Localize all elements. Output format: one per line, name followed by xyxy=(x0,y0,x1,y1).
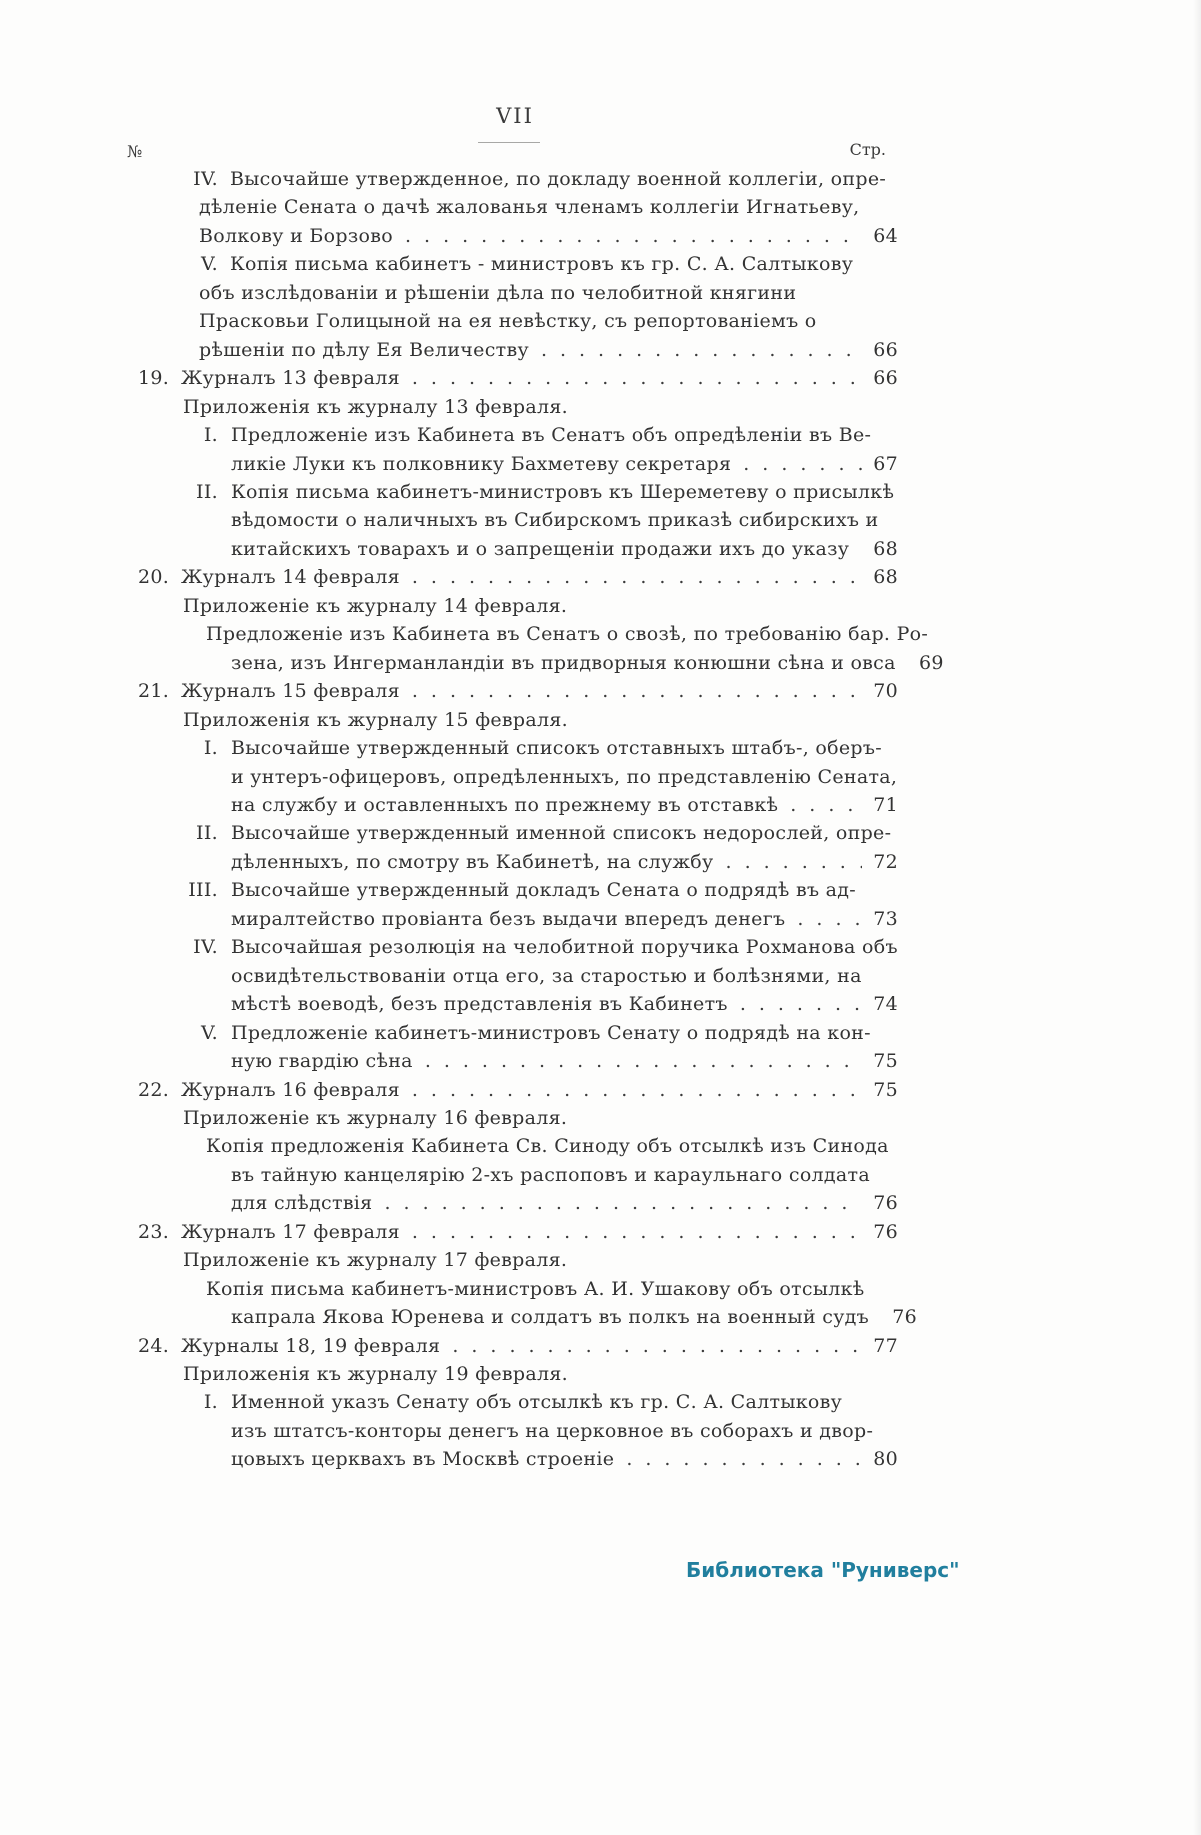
page-ref: 75 xyxy=(873,1050,898,1073)
entry-text: Журналъ 16 февраля xyxy=(181,1078,400,1101)
toc-entry-line xyxy=(0,450,898,478)
entry-marker: I. xyxy=(203,424,218,447)
toc-entry-line xyxy=(0,763,898,791)
entry-text: Журналъ 15 февраля xyxy=(181,680,400,703)
page-ref: 77 xyxy=(873,1334,898,1357)
toc-entry-line xyxy=(0,1332,898,1360)
entry-text: Высочайше утвержденный докладъ Сената о подрядѣ въ ад- xyxy=(231,879,857,902)
entry-text: Приложенія къ журналу 15 февраля. xyxy=(183,708,569,731)
toc-entry-line xyxy=(0,819,898,847)
entry-text: объ изслѣдованіи и рѣшеніи дѣла по челобитной княгини xyxy=(199,281,797,304)
toc-entry-line xyxy=(0,1303,918,1331)
entry-text: Приложеніе къ журналу 17 февраля. xyxy=(183,1249,568,1272)
entry-text: Высочайше утвержденное, по докладу военной коллегіи, опре- xyxy=(230,168,887,190)
toc-entry-line xyxy=(0,1218,898,1246)
entry-text: изъ штатсъ-конторы денегъ на церковное въ соборахъ и двор- xyxy=(231,1419,874,1442)
entry-text: мѣстѣ воеводѣ, безъ представленія въ Кабинетъ xyxy=(231,993,728,1016)
dot-leader xyxy=(412,1218,862,1246)
entry-text: Предложеніе изъ Кабинета въ Сенатъ о свозѣ, по требованію бар. Ро- xyxy=(206,623,929,646)
entry-text: рѣшеніи по дѣлу Ея Величеству xyxy=(199,338,529,361)
toc-entry-line xyxy=(0,535,898,563)
entry-marker: II. xyxy=(196,822,218,845)
toc-list xyxy=(0,165,944,1474)
entry-text: Именной указъ Сенату объ отсылкѣ къ гр. С. А. Салтыкову xyxy=(231,1391,843,1414)
toc-entry-line xyxy=(0,1275,898,1303)
entry-text: Приложенія къ журналу 19 февраля. xyxy=(183,1363,569,1386)
library-watermark: Библиотека "Руниверс" xyxy=(686,1558,960,1582)
toc-entry-line xyxy=(0,1076,898,1104)
entry-text: Прасковьи Голицыной на ея невѣстку, съ репортованіемъ о xyxy=(199,310,817,333)
page-ref: 69 xyxy=(918,651,944,674)
entry-marker: I. xyxy=(203,737,218,760)
dot-leader xyxy=(790,791,862,819)
dot-leader xyxy=(740,990,862,1018)
entry-text: Предложеніе изъ Кабинета въ Сенатъ объ опредѣленіи въ Ве- xyxy=(231,424,872,447)
page-ref: 75 xyxy=(873,1078,898,1101)
toc-entry-line xyxy=(0,1019,898,1047)
entry-text: ную гвардію сѣна xyxy=(231,1050,413,1073)
toc-entry-line xyxy=(0,393,898,421)
toc-entry-line xyxy=(0,222,898,250)
dot-leader xyxy=(797,905,862,933)
toc-entry-line xyxy=(0,592,898,620)
page-column-header: Стр. xyxy=(849,140,886,159)
toc-entry-line xyxy=(0,1189,898,1217)
page-ref: 76 xyxy=(892,1306,918,1329)
entry-marker: 21. xyxy=(138,680,170,703)
toc-entry-line xyxy=(0,791,898,819)
entry-text: освидѣтельствованіи отца его, за старостью и болѣзнями, на xyxy=(231,964,862,987)
entry-text: Волкову и Борзово xyxy=(199,224,394,247)
entry-marker: V. xyxy=(200,1021,218,1044)
entry-text: и унтеръ-офицеровъ, опредѣленныхъ, по представленію Сената, xyxy=(231,765,898,788)
entry-text: Журналъ 17 февраля xyxy=(181,1220,400,1243)
toc-entry-line xyxy=(0,933,898,961)
page-ref: 70 xyxy=(873,680,898,703)
entry-text: цовыхъ церквахъ въ Москвѣ строеніе xyxy=(231,1448,615,1471)
toc-entry-line xyxy=(0,905,898,933)
page-ref: 71 xyxy=(873,793,898,816)
dot-leader xyxy=(412,1076,862,1104)
toc-entry-line xyxy=(0,364,898,392)
toc-entry-line xyxy=(0,706,898,734)
entry-text: на службу и оставленныхъ по прежнему въ отставкѣ xyxy=(231,793,779,816)
entry-text: Журналъ 13 февраля xyxy=(181,367,400,390)
entry-text: Журналы 18, 19 февраля xyxy=(181,1334,441,1357)
entry-text: въ тайную канцелярію 2-хъ распоповъ и караульнаго солдата xyxy=(231,1163,870,1186)
entry-text: китайскихъ товарахъ и о запрещеніи продажи ихъ до указу xyxy=(231,537,850,560)
toc-entry-line xyxy=(0,1246,898,1274)
entry-text: зена, изъ Ингерманландіи въ придворныя конюшни сѣна и овса xyxy=(231,651,896,674)
page-ref: 66 xyxy=(873,367,898,390)
toc-entry-line xyxy=(0,1132,898,1160)
dot-leader xyxy=(412,364,862,392)
entry-text: Высочайше утвержденный именной списокъ недорослей, опре- xyxy=(231,822,892,845)
toc-entry-line xyxy=(0,336,898,364)
toc-entry-line xyxy=(0,990,898,1018)
toc-entry-line xyxy=(0,1104,898,1132)
toc-entry-line xyxy=(0,563,898,591)
header-rule xyxy=(478,142,540,143)
entry-marker: II. xyxy=(196,480,218,503)
dot-leader xyxy=(626,1445,862,1473)
page-ref: 64 xyxy=(873,224,898,247)
page-number: VII xyxy=(496,104,534,128)
entry-marker: V. xyxy=(200,253,218,276)
toc-entry-line xyxy=(0,250,898,278)
page-ref: 67 xyxy=(873,452,898,475)
dot-leader xyxy=(425,1047,862,1075)
entry-marker: 23. xyxy=(138,1220,170,1243)
toc-entry-line xyxy=(0,478,898,506)
toc-entry-line xyxy=(0,848,898,876)
entry-marker: 19. xyxy=(138,367,170,390)
toc-entry-line xyxy=(0,1445,898,1473)
toc-entry-line xyxy=(0,677,898,705)
entry-marker: 20. xyxy=(138,566,170,589)
entry-text: Высочайшая резолюція на челобитной поручика Рохманова объ xyxy=(231,936,898,959)
entry-marker: I. xyxy=(203,1391,218,1414)
toc-entry-line xyxy=(0,307,898,335)
page-ref: 66 xyxy=(873,338,898,361)
entry-text: Приложенія къ журналу 13 февраля. xyxy=(183,395,569,418)
toc-entry-line xyxy=(0,193,898,221)
toc-entry-line xyxy=(0,620,929,648)
toc-entry-line xyxy=(0,1360,898,1388)
entry-marker: IV. xyxy=(193,936,218,959)
entry-text: дѣленныхъ, по смотру въ Кабинетѣ, на службу xyxy=(231,850,714,873)
entry-marker: III. xyxy=(188,879,218,902)
entry-text: Предложеніе кабинетъ-министровъ Сенату о подрядѣ на кон- xyxy=(231,1021,871,1044)
entry-text: ликіе Луки къ полковнику Бахметеву секретаря xyxy=(231,452,732,475)
toc-entry-line xyxy=(0,1161,898,1189)
entry-text: Копія письма кабинетъ-министровъ къ Шереметеву о присылкѣ xyxy=(231,480,895,503)
toc-entry-line xyxy=(0,1047,898,1075)
page-ref: 72 xyxy=(873,850,898,873)
dot-leader xyxy=(405,222,862,250)
page-ref: 76 xyxy=(873,1192,898,1215)
dot-leader xyxy=(861,535,862,563)
toc-entry-line xyxy=(0,421,898,449)
dot-leader xyxy=(384,1189,862,1217)
dot-leader xyxy=(452,1332,862,1360)
toc-entry-line xyxy=(0,734,898,762)
entry-text: дѣленіе Сената о дачѣ жалованья членамъ коллегіи Игнатьеву, xyxy=(199,196,860,219)
page-ref: 76 xyxy=(873,1220,898,1243)
dot-leader xyxy=(743,450,862,478)
toc-entry-line xyxy=(0,506,898,534)
entry-text: Высочайше утвержденный списокъ отставныхъ штабъ-, оберъ- xyxy=(231,737,882,760)
entry-text: вѣдомости о наличныхъ въ Сибирскомъ приказѣ сибирскихъ и xyxy=(231,509,879,532)
dot-leader xyxy=(412,677,862,705)
toc-entry-line xyxy=(0,876,898,904)
toc-entry-line xyxy=(0,279,898,307)
entry-marker: IV. xyxy=(193,168,218,190)
toc-entry-line xyxy=(0,649,944,677)
entry-text: Журналъ 14 февраля xyxy=(181,566,400,589)
entry-marker: 24. xyxy=(138,1334,170,1357)
entry-text: Копія предложенія Кабинета Св. Синоду объ отсылкѣ изъ Синода xyxy=(206,1135,889,1158)
number-column-header: № xyxy=(127,142,143,161)
dot-leader xyxy=(412,563,862,591)
entry-text: Приложеніе къ журналу 16 февраля. xyxy=(183,1106,568,1129)
entry-text: миралтейство провіанта безъ выдачи впередъ денегъ xyxy=(231,907,786,930)
toc-entry-line xyxy=(0,962,898,990)
entry-text: для слѣдствія xyxy=(231,1192,373,1215)
toc-entry-line xyxy=(0,165,898,193)
toc-entry-line xyxy=(0,1417,898,1445)
page-ref: 80 xyxy=(873,1448,898,1471)
page-ref: 74 xyxy=(873,993,898,1016)
entry-marker: 22. xyxy=(138,1078,170,1101)
page-ref: 68 xyxy=(873,566,898,589)
dot-leader xyxy=(541,336,862,364)
toc-entry-line xyxy=(0,1388,898,1416)
entry-text: Копія письма кабинетъ - министровъ къ гр. С. А. Салтыкову xyxy=(230,253,854,276)
page-ref: 73 xyxy=(873,907,898,930)
entry-text: Копія письма кабинетъ-министровъ А. И. Ушакову объ отсылкѣ xyxy=(206,1277,865,1300)
entry-text: Приложеніе къ журналу 14 февраля. xyxy=(183,594,568,617)
dot-leader xyxy=(726,848,862,876)
entry-text: капрала Якова Юренева и солдатъ въ полкъ на военный судъ xyxy=(231,1306,870,1329)
page-ref: 68 xyxy=(873,537,898,560)
